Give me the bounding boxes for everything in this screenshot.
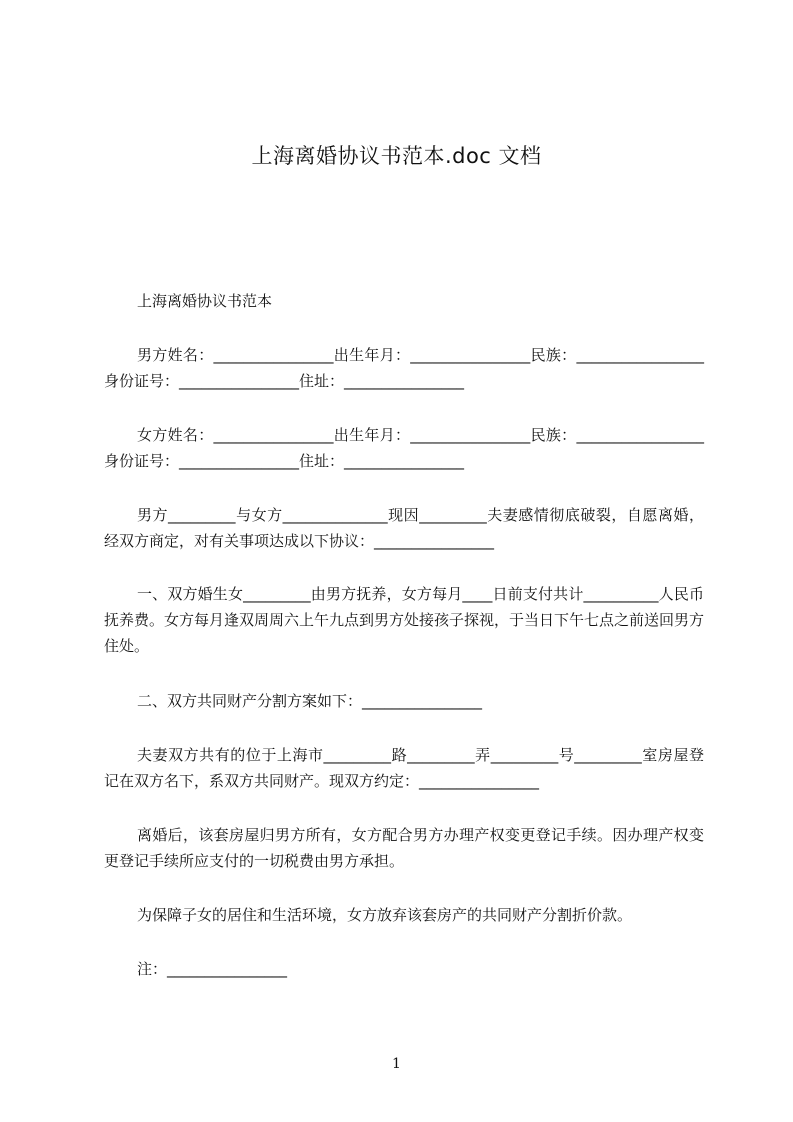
female-party-info: 女方姓名：________________出生年月：________________民族：_________________身份证号：________________住址：________________ [104,426,704,470]
clause-property-division: 二、双方共同财产分割方案如下：________________ [137,692,483,710]
note-line: 注：________________ [137,960,288,978]
page-number: 1 [392,1056,401,1072]
property-ownership: 离婚后，该套房屋归男方所有，女方配合男方办理产权变更登记手续。因办理产权变更登记手续所应支付的一切税费由男方承担。 [104,826,704,870]
clause-child-custody: 一、双方婚生女_________由男方抚养，女方每月____日前支付共计__________人民币抚养费。女方每月逢双周周六上午九点到男方处接孩子探视，于当日下午七点之前送回男方住处。 [104,585,705,655]
male-party-info: 男方姓名：________________出生年月：________________民族：_________________身份证号：________________住址：________________ [104,346,704,390]
document-title: 上海离婚协议书范本.doc 文档 [251,144,542,168]
divorce-statement: 男方_________与女方______________现因_________夫妻感情彻底破裂，自愿离婚，经双方商定，对有关事项达成以下协议：________________ [104,506,704,550]
agreement-heading: 上海离婚协议书范本 [137,292,273,310]
property-description: 夫妻双方共有的位于上海市_________路_________弄_________号_________室房屋登记在双方名下，系双方共同财产。现双方约定：________________ [104,746,704,790]
property-waiver: 为保障子女的居住和生活环境，女方放弃该套房产的共同财产分割折价款。 [137,906,633,924]
